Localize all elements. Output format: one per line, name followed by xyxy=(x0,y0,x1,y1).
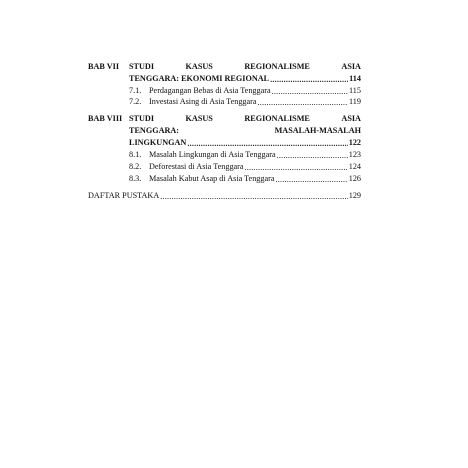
subsection-number: 7.2. xyxy=(129,97,142,106)
chapter-7-label: BAB VII xyxy=(88,62,120,71)
subsection-title: Masalah Kabut Asap di Asia Tenggara xyxy=(149,174,275,183)
toc-subsection-8-3[interactable] xyxy=(129,174,361,185)
subsection-page: 115 xyxy=(349,86,361,95)
dot-leader xyxy=(275,175,347,185)
toc-bibliography[interactable] xyxy=(88,191,361,202)
subsection-number: 8.3. xyxy=(129,174,142,183)
subsection-page: 119 xyxy=(349,97,361,106)
subsection-number: 8.1. xyxy=(129,150,142,159)
subsection-page: 126 xyxy=(348,174,361,183)
bibliography-title: DAFTAR PUSTAKA xyxy=(88,191,160,200)
toc-subsection-8-1[interactable] xyxy=(129,150,361,161)
subsection-page: 123 xyxy=(348,150,361,159)
chapter-7-word: ASIA xyxy=(341,62,361,71)
chapter-8-word: KASUS xyxy=(185,114,213,123)
dot-leader xyxy=(187,139,347,149)
bibliography-page: 129 xyxy=(348,191,361,200)
toc-subsection-7-1[interactable] xyxy=(129,86,361,97)
chapter-8-page: 122 xyxy=(348,138,361,147)
subsection-page: 124 xyxy=(348,162,361,171)
subsection-title: Deforestasi di Asia Tenggara xyxy=(149,162,244,171)
chapter-8-word: ASIA xyxy=(341,114,361,123)
chapter-7-page: 114 xyxy=(349,74,361,83)
chapter-7-word: STUDI xyxy=(129,62,155,71)
chapter-7-word: REGIONALISME xyxy=(244,62,310,71)
subsection-title: Perdagangan Bebas di Asia Tenggara xyxy=(149,86,271,95)
chapter-8-title-line2 xyxy=(129,126,361,137)
subsection-number: 8.2. xyxy=(129,162,142,171)
dot-leader xyxy=(272,87,348,97)
chapter-8-word: TENGGARA: xyxy=(129,126,180,135)
subsection-title: Investasi Asing di Asia Tenggara xyxy=(149,97,257,106)
toc-subsection-7-2[interactable] xyxy=(129,97,361,108)
chapter-8-entry[interactable] xyxy=(129,138,361,149)
toc-subsection-8-2[interactable] xyxy=(129,162,361,173)
dot-leader xyxy=(160,192,347,202)
dot-leader xyxy=(270,75,348,85)
chapter-7-title-line1 xyxy=(129,62,361,73)
dot-leader xyxy=(277,151,348,161)
chapter-7-word: KASUS xyxy=(185,62,213,71)
chapter-8-word: REGIONALISME xyxy=(244,114,310,123)
chapter-8-word: MASALAH-MASALAH xyxy=(274,126,361,135)
chapter-8-title-line3: LINGKUNGAN xyxy=(129,138,187,147)
subsection-title: Masalah Lingkungan di Asia Tenggara xyxy=(149,150,276,159)
dot-leader xyxy=(245,163,348,173)
chapter-8-title-line1 xyxy=(129,114,361,125)
chapter-7-entry[interactable] xyxy=(129,74,361,85)
chapter-8-label: BAB VIII xyxy=(88,114,123,123)
chapter-7-title-line2: TENGGARA: EKONOMI REGIONAL xyxy=(129,74,270,83)
subsection-number: 7.1. xyxy=(129,86,142,95)
chapter-8-word: STUDI xyxy=(129,114,155,123)
dot-leader xyxy=(258,98,349,108)
